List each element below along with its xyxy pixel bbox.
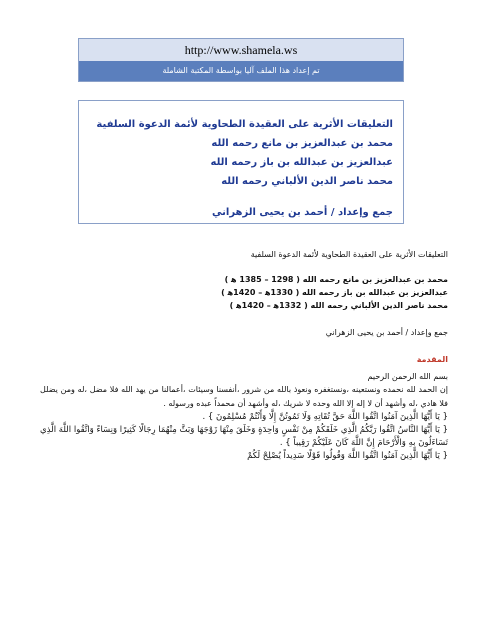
author-line-3: محمد ناصر الدين الألباني رحمه الله bbox=[221, 176, 393, 187]
author-line-1: محمد بن عبدالعزيز بن مانع رحمه الله bbox=[211, 138, 393, 149]
author-line-2: عبدالعزيز بن عبدالله بن باز رحمه الله bbox=[210, 157, 393, 168]
source-url-link[interactable]: http://www.shamela.ws bbox=[79, 39, 403, 61]
spacer bbox=[40, 339, 448, 353]
verse-2: { يَا أَيُّهَا النَّاسُ اتَّقُوا رَبَّكُمُ الَّذِي خَلَقَكُمْ مِنْ نَفْسٍ وَاحِدَةٍ وَخَلَقَ مِنْهَا زَوْجَهَا وَبَثَّ مِنْهُمَا رِجَالًا كَثِيرًا وَنِسَاءً وَاتَّقُوا اللَّهَ الَّذِي تَسَاءَلُونَ بِهِ وَالْأَرْحَامَ إِنَّ اللَّهَ كَانَ عَلَيْكُمْ رَقِيباً } . bbox=[40, 425, 448, 448]
spacer bbox=[89, 191, 393, 203]
title-box bbox=[78, 100, 404, 224]
document-body bbox=[40, 248, 448, 463]
body-title: التعليقات الأثرية على العقيدة الطحاوية لأئمة الدعوة السلفية bbox=[250, 250, 448, 259]
intro-paragraph: إن الحمد لله نحمده ونستعينه ،ونستغفره ونعوذ بالله من شرور ،أنفسنا وسيئات ،أعمالنا من يهد الله فلا مضل ،له ومن يضلل فلا هادي ،له وأشهد أن لا إله إلا الله وحده لا شريك ،له وأشهد أن محمداً عبده ورسوله . bbox=[40, 385, 448, 408]
body-author-1: محمد بن عبدالعزيز بن مانع رحمه الله ( 1298 – 1385 ﻫ ) bbox=[224, 275, 448, 284]
body-compiler: جمع وإعداد / أحمد بن يحيى الزهراني bbox=[325, 328, 448, 337]
source-banner bbox=[78, 38, 404, 82]
spacer bbox=[40, 312, 448, 326]
intro-heading: المقدمة bbox=[416, 355, 448, 364]
book-title: التعليقات الأثرية على العقيدة الطحاوية لأئمة الدعوة السلفية bbox=[96, 119, 393, 130]
basmala: بسم الله الرحمن الرحيم bbox=[367, 372, 448, 381]
auto-generated-note: تم إعداد هذا الملف آليا بواسطة المكتبة الشاملة bbox=[79, 61, 403, 81]
verse-3: { يَا أَيُّهَا الَّذِينَ آمَنُوا اتَّقُوا اللَّهَ وَقُولُوا قَوْلًا سَدِيداً يُصْلِحْ لَكُمْ bbox=[247, 451, 448, 461]
compiler-line: جمع وإعداد / أحمد بن يحيى الزهراني bbox=[212, 207, 393, 218]
body-author-3: محمد ناصر الدين الألباني رحمه الله ( 1332ﻫ – 1420ﻫ ) bbox=[229, 301, 448, 310]
spacer bbox=[40, 261, 448, 273]
verse-1: { يَا أَيُّهَا الَّذِينَ آمَنُوا اتَّقُوا اللَّهَ حَقَّ تُقَاتِهِ وَلَا تَمُوتُنَّ إِلَّا وَأَنْتُمْ مُسْلِمُونَ } . bbox=[202, 412, 448, 422]
body-author-2: عبدالعزيز بن عبدالله بن باز رحمه الله ( 1330ﻫ – 1420ﻫ ) bbox=[221, 288, 448, 297]
